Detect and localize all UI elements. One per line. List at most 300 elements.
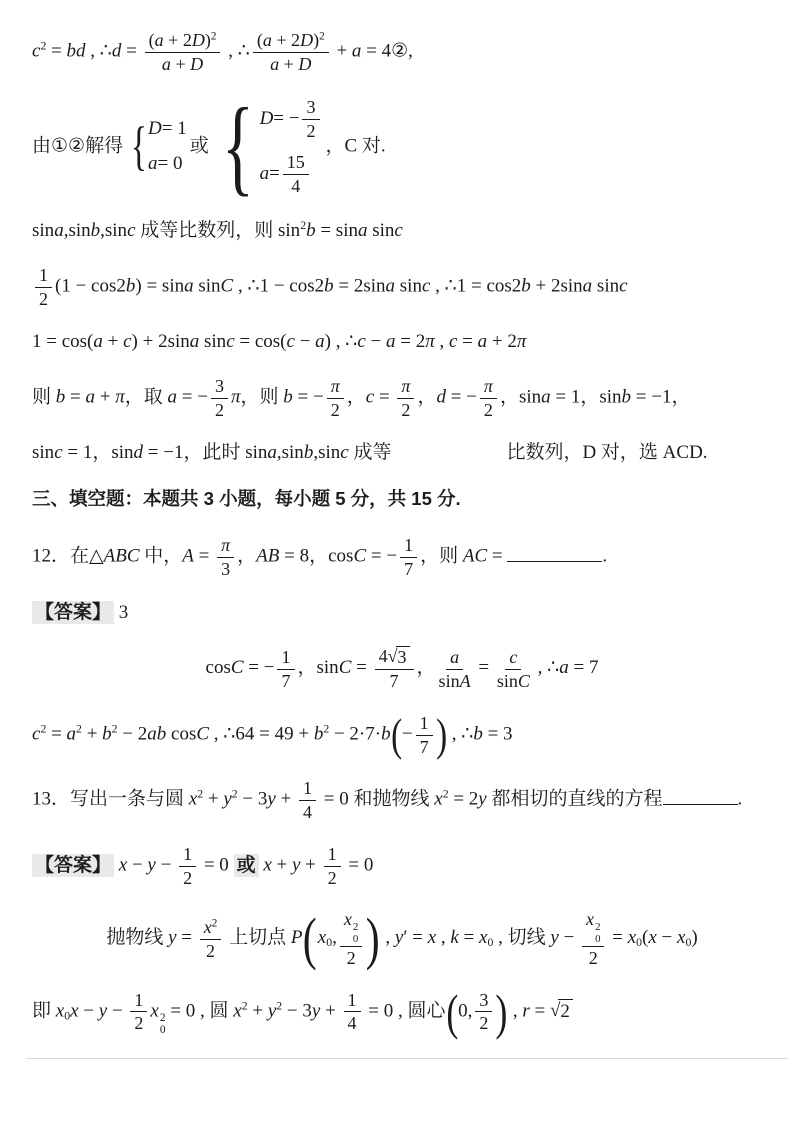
math-var: a xyxy=(450,646,460,667)
math-var: b xyxy=(55,386,66,408)
fraction xyxy=(130,990,147,1035)
numerator xyxy=(211,376,228,399)
math-var: a xyxy=(262,30,272,50)
superscript: 2 xyxy=(352,921,359,934)
math-text: 即 xyxy=(32,1000,56,1022)
numerator xyxy=(400,535,417,558)
math-var: a xyxy=(582,275,593,297)
denominator xyxy=(331,399,340,421)
fraction xyxy=(582,909,604,968)
math-var: D xyxy=(300,30,314,50)
math-var: c xyxy=(357,331,366,353)
math-text: 由①②解得 xyxy=(32,135,124,157)
math-text: 2 xyxy=(306,121,316,142)
math-text: = −1， xyxy=(631,386,691,408)
math-var: a xyxy=(161,53,171,74)
math-text: 1 xyxy=(134,989,144,1010)
superscript: 2 xyxy=(40,722,47,736)
math-text: 7 xyxy=(281,670,291,691)
math-var: c xyxy=(619,275,628,297)
math-var: x xyxy=(203,916,212,937)
math-var: D xyxy=(190,53,204,74)
subscript: 0 xyxy=(685,936,692,950)
superscript: 2 xyxy=(211,917,218,930)
math-var: y xyxy=(550,927,559,949)
radicand xyxy=(396,646,410,668)
fraction xyxy=(397,376,414,421)
math-var: c xyxy=(448,331,458,353)
numerator xyxy=(179,844,196,867)
fraction xyxy=(497,647,530,692)
solution-13a-line: 抛物线 y = $\frac{x^2}{2}$ 上切点 $P(x_0$, x 2 0 2 ) , y′ = x , $k = x_0$ , 切线 y − x 2 0 2 = $x_0(x - x_0)$ xyxy=(106,906,698,972)
math-text: 1 xyxy=(303,778,313,799)
math-text: = 1，sin xyxy=(62,442,134,464)
math-text: 7 xyxy=(404,558,414,579)
math-var: r xyxy=(522,1000,530,1022)
math-text: = xyxy=(473,657,494,679)
math-var: π xyxy=(483,375,493,396)
system-row xyxy=(148,152,182,177)
denominator xyxy=(348,1012,357,1034)
math-text: (1 − cos2 xyxy=(55,275,126,297)
math-text: 13．写出一条与圆 xyxy=(32,789,189,810)
answer-label: 或 xyxy=(234,854,259,877)
math-text: + 2 xyxy=(271,30,301,50)
math-text: = xyxy=(607,927,628,949)
math-text: sin xyxy=(32,220,55,242)
math-text: sin xyxy=(592,275,620,297)
math-text: 7 xyxy=(389,671,399,692)
math-var: x xyxy=(586,909,595,930)
math-text: = 2 xyxy=(448,789,479,810)
math-text: 1 xyxy=(404,535,414,556)
numerator xyxy=(217,535,234,558)
fraction xyxy=(200,917,222,962)
math-text: + xyxy=(320,1000,341,1022)
stacked-sub-sup xyxy=(595,922,600,945)
superscript: 2 xyxy=(40,39,47,53)
stacked-sub-sup xyxy=(353,922,358,945)
math-text: 1 = cos( xyxy=(32,331,94,353)
math-var: d xyxy=(133,442,144,464)
math-var: a xyxy=(54,220,64,242)
math-text: 2 xyxy=(588,947,598,968)
math-var: π xyxy=(115,386,125,408)
math-text: = xyxy=(46,723,67,745)
math-var: c xyxy=(226,331,235,353)
math-text: , ∴ xyxy=(446,723,474,745)
numerator xyxy=(344,990,361,1013)
math-var: C xyxy=(517,670,530,691)
math-text: = −1，此时 sin xyxy=(143,442,268,464)
math-text: , xyxy=(332,927,337,949)
math-text: = 3 xyxy=(482,723,513,745)
fraction xyxy=(327,376,344,421)
math-var: y xyxy=(168,927,177,949)
math-var: C xyxy=(338,657,352,679)
fraction xyxy=(253,30,329,75)
math-var: y xyxy=(267,789,276,810)
math-text: 12．在△ xyxy=(32,545,104,567)
numerator xyxy=(35,265,52,288)
math-text: − xyxy=(365,331,386,353)
math-text: 抛物线 xyxy=(106,927,169,949)
math-text: + xyxy=(300,854,321,876)
math-text: + 2sin xyxy=(530,275,583,297)
math-var: c xyxy=(54,442,63,464)
math-text: sin xyxy=(193,275,221,297)
math-text: 1 xyxy=(419,712,429,733)
math-text: = 7 xyxy=(568,657,599,679)
math-text: = 0 , 圆心 xyxy=(363,1000,446,1022)
math-text: 3 xyxy=(397,647,407,668)
math-text: ，C 对. xyxy=(325,135,386,157)
math-text: 1 xyxy=(347,989,357,1010)
superscript: 2 xyxy=(442,787,449,801)
math-text: , ∴1 − cos2 xyxy=(233,275,325,297)
math-text: 2 xyxy=(134,1013,144,1034)
numerator xyxy=(416,713,433,736)
math-var: b xyxy=(90,220,101,242)
math-text: 2 xyxy=(479,1013,489,1034)
subscript: 0 xyxy=(326,936,333,950)
left-brace-icon: { xyxy=(221,86,254,206)
math-var: c xyxy=(123,331,132,353)
denominator xyxy=(134,1012,143,1034)
radicand xyxy=(558,999,573,1025)
fraction xyxy=(439,647,471,692)
fraction xyxy=(211,376,228,421)
math-text: + 2 xyxy=(487,331,517,353)
math-var: x xyxy=(55,1000,65,1022)
denominator xyxy=(291,175,300,197)
math-text: 1 xyxy=(39,264,49,285)
math-var: b xyxy=(125,275,136,297)
math-var: a xyxy=(85,386,95,408)
math-text: 都相切的直线的方程 xyxy=(486,789,663,810)
math-var: π xyxy=(330,375,340,396)
math-var: y xyxy=(291,854,301,876)
math-text: 1 xyxy=(327,843,337,864)
math-var: a xyxy=(154,30,164,50)
math-text: ， xyxy=(417,386,437,408)
numerator xyxy=(277,647,294,670)
subscript: 0 xyxy=(487,936,494,950)
math-text: = 4②, xyxy=(361,40,413,62)
math-var: c xyxy=(340,442,349,464)
math-text: 3 xyxy=(306,97,316,118)
math-text: = xyxy=(65,386,86,408)
math-text: , 切线 xyxy=(493,927,551,949)
math-var: d xyxy=(111,40,122,62)
problem-13-line xyxy=(32,778,772,823)
math-var: a xyxy=(148,152,158,174)
math-var: d xyxy=(436,386,446,408)
math-var: a xyxy=(270,53,280,74)
system-solution-line xyxy=(32,86,772,206)
math-var: c xyxy=(365,386,375,408)
math-var: c xyxy=(394,220,403,242)
math-var: b xyxy=(324,275,334,297)
superscript: 2 xyxy=(276,999,283,1013)
math-text: 或 xyxy=(189,135,209,157)
numerator xyxy=(340,909,362,947)
math-text: 比数列，D 对，选 ACD. xyxy=(506,442,708,464)
denominator xyxy=(39,288,48,310)
math-var: C xyxy=(230,657,244,679)
math-text: 2 xyxy=(39,288,49,309)
math-var: π xyxy=(230,386,241,408)
math-text: = 2sin xyxy=(333,275,386,297)
solution-13b-line: 即 $x_0x - y$ − $\frac{1}{2}$ x 2 0 = 0 , 圆 $x^2 + y^2 - 3y$ + $\frac{1}{4}$ = 0 , 圆心(0, $\frac{3}{2}$ ) , r = √ 2 xyxy=(32,990,772,1038)
math-text: = − xyxy=(177,386,208,408)
system-rows xyxy=(260,97,323,196)
system-row xyxy=(260,97,323,142)
math-text: = xyxy=(193,545,215,567)
math-text: , xyxy=(508,1000,523,1022)
solution-12a-line xyxy=(32,646,772,692)
math-var: π xyxy=(221,535,231,556)
math-text: ′ = xyxy=(403,927,428,949)
math-text: = 0 和抛物线 xyxy=(319,789,435,810)
radical xyxy=(550,999,573,1025)
math-var: a xyxy=(315,331,325,353)
math-text: , ∴ xyxy=(532,657,560,679)
math-var: x xyxy=(648,927,657,949)
numerator xyxy=(475,990,492,1013)
math-text: 成等 xyxy=(348,442,392,464)
math-var: a xyxy=(66,723,77,745)
math-text: + xyxy=(271,854,292,876)
math-text: − 3 xyxy=(282,1000,312,1022)
fraction xyxy=(340,909,362,968)
math-var: b xyxy=(381,723,391,745)
math-var: D xyxy=(191,30,205,50)
math-text: ) xyxy=(691,927,698,949)
fraction xyxy=(375,646,414,692)
math-text: = − xyxy=(243,657,275,679)
math-var: x xyxy=(434,789,443,810)
denominator xyxy=(303,801,312,823)
math-text: ,sin xyxy=(276,442,304,464)
left-brace-icon: { xyxy=(131,116,148,177)
math-var: ABC xyxy=(103,545,140,567)
math-text: 7 xyxy=(419,736,429,757)
fraction xyxy=(277,647,294,692)
math-solution-body xyxy=(32,30,772,1040)
math-text: + xyxy=(247,1000,268,1022)
math-var: x xyxy=(677,927,686,949)
math-var: bd xyxy=(66,40,86,62)
math-var: a xyxy=(189,331,200,353)
math-text: = xyxy=(46,40,67,62)
superscript: 2 xyxy=(76,722,82,736)
math-var: A xyxy=(459,670,471,691)
spacer xyxy=(391,457,506,458)
radical-sign: √ xyxy=(549,1000,561,1022)
page-edge-line xyxy=(26,1058,788,1059)
math-var: y xyxy=(98,1000,108,1022)
math-text: = 0 , 圆 xyxy=(165,1000,234,1022)
numerator xyxy=(505,647,521,670)
fraction xyxy=(299,778,316,823)
math-text: = 2 xyxy=(395,331,426,353)
math-text: 3 xyxy=(221,558,231,579)
system-rows xyxy=(148,117,187,176)
superscript: 2 xyxy=(595,921,601,934)
denominator xyxy=(206,940,215,962)
cosine-sum-line xyxy=(32,330,772,355)
math-var: a xyxy=(267,442,277,464)
math-text: = xyxy=(269,162,280,184)
math-text: , xyxy=(436,927,451,949)
math-text: 1 xyxy=(281,646,291,667)
denominator xyxy=(497,670,530,692)
numerator xyxy=(302,97,319,120)
math-var: x xyxy=(427,927,437,949)
math-var: a xyxy=(385,331,396,353)
math-text: + xyxy=(81,723,103,745)
math-text: − xyxy=(107,1000,128,1022)
math-text: , xyxy=(434,331,449,353)
math-text: = 0 xyxy=(157,152,183,174)
math-var: x xyxy=(188,789,198,810)
superscript: 2 xyxy=(159,1012,166,1025)
superscript: 2 xyxy=(241,999,248,1013)
math-text: , ∴ xyxy=(85,40,112,62)
math-text: = 1，sin xyxy=(550,386,622,408)
superscript: 2 xyxy=(231,787,238,801)
math-text: 上切点 xyxy=(224,927,291,949)
denominator xyxy=(221,558,230,580)
superscript: 2 xyxy=(111,722,118,736)
math-text: cos xyxy=(166,723,197,745)
math-text: − xyxy=(78,1000,99,1022)
numerator xyxy=(375,646,414,670)
section-heading xyxy=(32,487,772,511)
math-text: = xyxy=(457,331,478,353)
math-var: D xyxy=(298,53,312,74)
superscript: 2 xyxy=(210,30,217,43)
math-var: b xyxy=(303,442,314,464)
math-text: = − xyxy=(292,386,324,408)
math-text: 3 xyxy=(214,375,224,396)
conclusion-acd-line xyxy=(32,441,772,466)
math-var: b xyxy=(521,275,531,297)
math-text: = xyxy=(529,1000,550,1022)
denominator xyxy=(479,1012,488,1034)
subscript: 0 xyxy=(64,1009,71,1023)
math-text: , ∴1 = cos2 xyxy=(430,275,522,297)
math-text: sin xyxy=(438,670,460,691)
math-text: + xyxy=(94,386,116,408)
numerator xyxy=(327,376,344,399)
system-row xyxy=(260,152,312,197)
fraction xyxy=(344,990,361,1035)
math-var: b xyxy=(102,723,112,745)
math-text: ，则 xyxy=(240,386,284,408)
math-var: a xyxy=(259,162,270,184)
math-var: y xyxy=(223,789,232,810)
math-text: 成等比数列，则 sin xyxy=(135,220,301,242)
math-text: 2 xyxy=(330,399,340,420)
math-var: b xyxy=(283,386,293,408)
math-text: sin xyxy=(199,331,227,353)
math-text: = 0 xyxy=(199,854,234,876)
math-text: ,sin xyxy=(63,220,91,242)
answer-label: 【答案】 xyxy=(32,854,114,877)
math-text: 中， xyxy=(139,545,183,567)
half-angle-line xyxy=(32,265,772,310)
math-text: 2 xyxy=(560,1001,570,1023)
denominator xyxy=(183,867,192,889)
numerator xyxy=(582,909,604,947)
numerator xyxy=(480,376,497,399)
brace-system xyxy=(212,86,323,206)
math-var: y xyxy=(267,1000,277,1022)
math-text: ， xyxy=(416,657,436,679)
math-text: + xyxy=(331,40,352,62)
math-text: ， xyxy=(237,545,257,567)
math-text: 2 xyxy=(327,867,337,888)
subscript: 0 xyxy=(636,936,643,950)
math-var: a xyxy=(93,331,103,353)
math-text: = xyxy=(121,40,142,62)
system-row xyxy=(148,117,187,142)
math-var: π xyxy=(401,375,411,396)
denominator xyxy=(281,670,290,692)
math-text: sin xyxy=(395,275,422,297)
math-text: ( xyxy=(148,30,155,50)
math-var: x xyxy=(70,1000,79,1022)
denominator xyxy=(390,670,399,692)
math-text: ，取 xyxy=(124,386,168,408)
math-text: 0, xyxy=(458,1000,473,1022)
math-var: P xyxy=(290,927,303,949)
subscript: 0 xyxy=(352,932,359,945)
math-var: x xyxy=(343,909,352,930)
math-var: c xyxy=(32,723,41,745)
math-var: b xyxy=(313,723,324,745)
denominator xyxy=(215,399,224,421)
brace-system xyxy=(126,117,187,176)
math-text: − 2·7· xyxy=(329,723,382,745)
subscript: 0 xyxy=(595,932,601,945)
math-text: ( xyxy=(642,927,649,949)
numerator xyxy=(283,152,309,175)
math-var: a xyxy=(385,275,396,297)
math-var: b xyxy=(306,220,316,242)
values-assignment-line xyxy=(32,376,772,421)
math-var: x xyxy=(150,1000,159,1022)
math-text: ， xyxy=(346,386,366,408)
math-var: ab xyxy=(147,723,167,745)
denominator xyxy=(484,399,493,421)
math-text: ，sin xyxy=(297,657,339,679)
math-var: C xyxy=(353,545,367,567)
numerator xyxy=(397,376,414,399)
fraction xyxy=(400,535,417,580)
fraction xyxy=(283,152,309,197)
denominator xyxy=(589,947,598,969)
math-var: x xyxy=(317,927,327,949)
fraction xyxy=(416,713,433,758)
fraction xyxy=(324,844,341,889)
denominator xyxy=(401,399,410,421)
math-text: 则 xyxy=(32,386,56,408)
denominator xyxy=(328,867,337,889)
math-var: x xyxy=(627,927,637,949)
